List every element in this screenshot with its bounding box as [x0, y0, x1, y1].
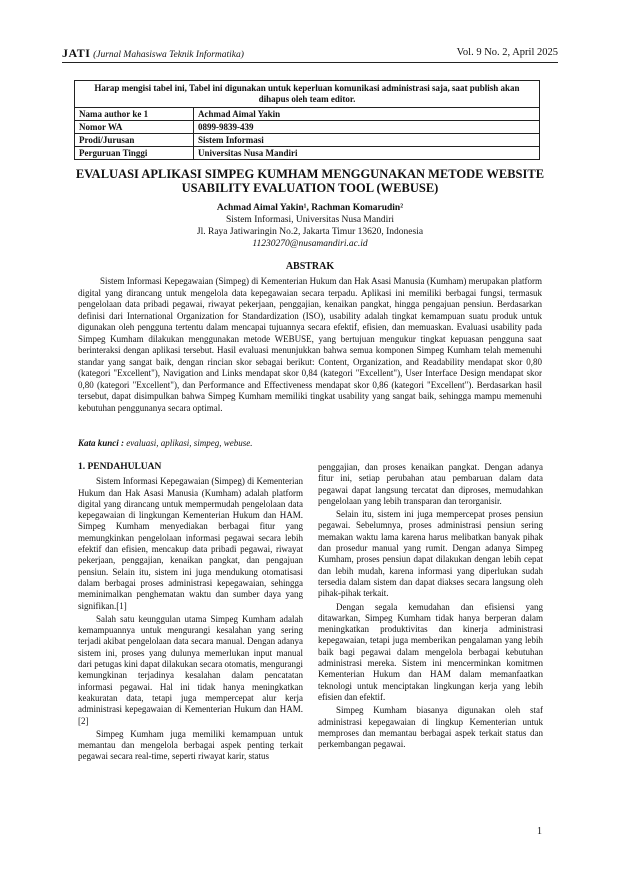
form-key: Prodi/Jurusan [75, 134, 194, 147]
form-note: Harap mengisi tabel ini, Tabel ini digunakan untuk keperluan komunikasi administrasi saja, saat publish akan dihapus oleh team editor. [75, 81, 540, 108]
section-heading: 1. PENDAHULUAN [78, 462, 162, 472]
admin-form-table [74, 80, 540, 160]
form-row [75, 108, 540, 121]
keywords-value: evaluasi, aplikasi, simpeg, webuse. [126, 438, 253, 448]
form-row [75, 147, 540, 160]
paper-title: EVALUASI APLIKASI SIMPEG KUMHAM MENGGUNAKAN METODE WEBSITE USABILITY EVALUATION TOOL (WEBUSE) [75, 167, 545, 195]
journal-name [62, 46, 244, 61]
form-key: Perguruan Tinggi [75, 147, 194, 160]
author-names: Achmad Aimal Yakin¹, Rachman Komarudin² [216, 203, 404, 213]
body-paragraph: Salah satu keunggulan utama Simpeg Kumham adalah kemampuannya untuk mengurangi kesalahan yang sering terjadi akibat pengelolaan data secara manual. Dengan adanya sistem ini, proses yang dulunya memerlukan input manual dari petugas kini dapat dilakukan secara otomatis, mengurangi kemungkinan terjadinya kesalahan dalam pencatatan informasi pegawai. Hal ini tidak hanya meningkatkan keakuratan data, tetapi juga mempercepat alur kerja administrasi kepegawaian di Kementerian Hukum dan HAM.[2] [78, 613, 303, 726]
page-number: 1 [537, 826, 542, 837]
author-email: 11230270@nusamandiri.ac.id [252, 239, 368, 249]
form-row [75, 134, 540, 147]
form-value: Achmad Aimal Yakin [194, 108, 540, 121]
form-key: Nama author ke 1 [75, 108, 194, 121]
author-affiliation: Sistem Informasi, Universitas Nusa Mandiri [225, 215, 395, 225]
body-paragraph: Dengan segala kemudahan dan efisiensi yang ditawarkan, Simpeg Kumham tidak hanya berperan dalam meningkatkan produktivitas dan kinerja administrasi kepegawaian, tetapi juga memberikan pengalaman yang lebih baik bagi pegawai dalam mengelola berbagai kebutuhan administrasi mereka. Sistem ini mencerminkan komitmen Kementerian Hukum dan HAM dalam memanfaatkan teknologi untuk menciptakan lingkungan kerja yang lebih efisien dan efektif. [318, 601, 543, 702]
form-key: Nomor WA [75, 121, 194, 134]
journal-fullname: (Jurnal Mahasiswa Teknik Informatika) [93, 50, 244, 60]
form-row [75, 121, 540, 134]
keywords-label: Kata kunci : [78, 438, 125, 448]
journal-abbr: JATI [62, 46, 91, 60]
right-column [318, 462, 543, 752]
volume-info: Vol. 9 No. 2, April 2025 [456, 47, 558, 58]
left-column [78, 462, 303, 765]
abstract-heading: ABSTRAK [285, 261, 335, 272]
author-block [62, 202, 558, 250]
form-value: Universitas Nusa Mandiri [194, 147, 540, 160]
keywords-line [78, 438, 253, 448]
body-paragraph: Sistem Informasi Kepegawaian (Simpeg) di Kementerian Hukum dan Hak Asasi Manusia (Kumham) adalah platform digital yang dirancang untuk mempermudah pengelolaan data kepegawaian di lingkungan Kementerian Hukum dan HAM. Simpeg Kumham menyediakan berbagai fitur yang memungkinkan pengelolaan informasi pegawai secara lebih efektif dan efisien, mencakup data pribadi pegawai, riwayat pekerjaan, penggajian, kenaikan pangkat, dan pengajuan pensiun. Selain itu, sistem ini juga mendukung otomatisasi dalam berbagai proses administrasi kepegawaian, sehingga meminimalkan penghematan waktu dan sumber daya yang signifikan.[1] [78, 476, 303, 611]
body-paragraph: Simpeg Kumham biasanya digunakan oleh staf administrasi kepegawaian di lingkup Kementerian untuk memproses dan memantau berbagai aspek terkait status dan perkembangan pegawai. [318, 705, 543, 750]
body-paragraph: Selain itu, sistem ini juga mempercepat proses pensiun pegawai. Sebelumnya, proses administrasi pensiun sering memakan waktu lama karena harus melibatkan banyak pihak dan prosedur manual yang rumit. Dengan adanya Simpeg Kumham, proses pensiun dapat dilakukan dengan lebih cepat dan lebih mudah, karena informasi yang diperlukan sudah tersedia dalam sistem dan dapat diakses secara langsung oleh pihak-pihak terkait. [318, 509, 543, 599]
body-paragraph: Simpeg Kumham juga memiliki kemampuan untuk memantau dan mengelola berbagai aspek penting terkait pegawai secara real-time, seperti riwayat karir, status [78, 728, 303, 762]
author-address: Jl. Raya Jatiwaringin No.2, Jakarta Timur 13620, Indonesia [196, 227, 424, 237]
abstract-text: Sistem Informasi Kepegawaian (Simpeg) di Kementerian Hukum dan Hak Asasi Manusia (Kumham) merupakan platform digital yang dirancang untuk mengelola data kepegawaian secara terpadu. Aplikasi ini memiliki berbagai fungsi, termasuk pengelolaan data pribadi pegawai, riwayat pekerjaan, penggajian, kenaikan pangkat, hingga pengajuan pensiun. Berdasarkan definisi dari International Organization for Standardization (ISO), usability adalah tingkat kemampuan suatu produk untuk digunakan oleh pengguna tertentu dalam mencapai tujuannya secara efektif, efisien, dan memuaskan. Evaluasi usability pada Simpeg Kumham dilakukan menggunakan metode WEBUSE, yang bertujuan mengukur tingkat kepuasan pengguna saat berinteraksi dengan aplikasi tersebut. Hasil evaluasi menunjukkan bahwa semua komponen Simpeg Kumham telah memenuhi standar yang sangat baik, dengan rincian skor sebagai berikut: Content, Organization, and Readability mendapat skor 0,80 (kategori "Excellent"), Navigation and Links mendapat skor 0,84 (kategori "Excellent"), User Interface Design mendapat skor 0,80 (kategori "Excellent"), dan Performance and Effectiveness mendapat skor 0,86 (kategori "Excellent"). Berdasarkan hasil tersebut, dapat disimpulkan bahwa Simpeg Kumham memiliki tingkat usability yang sangat baik, sehingga mampu memenuhi kebutuhan penggunanya secara optimal. [78, 276, 542, 413]
running-header [62, 44, 558, 63]
body-paragraph: penggajian, dan proses kenaikan pangkat. Dengan adanya fitur ini, setiap perubahan atau pembaruan dalam data pegawai dapat langsung tercatat dan diproses, memudahkan pengelolaan yang lebih transparan dan terorganisir. [318, 462, 543, 506]
form-value: Sistem Informasi [194, 134, 540, 147]
form-value: 0899-9839-439 [194, 121, 540, 134]
